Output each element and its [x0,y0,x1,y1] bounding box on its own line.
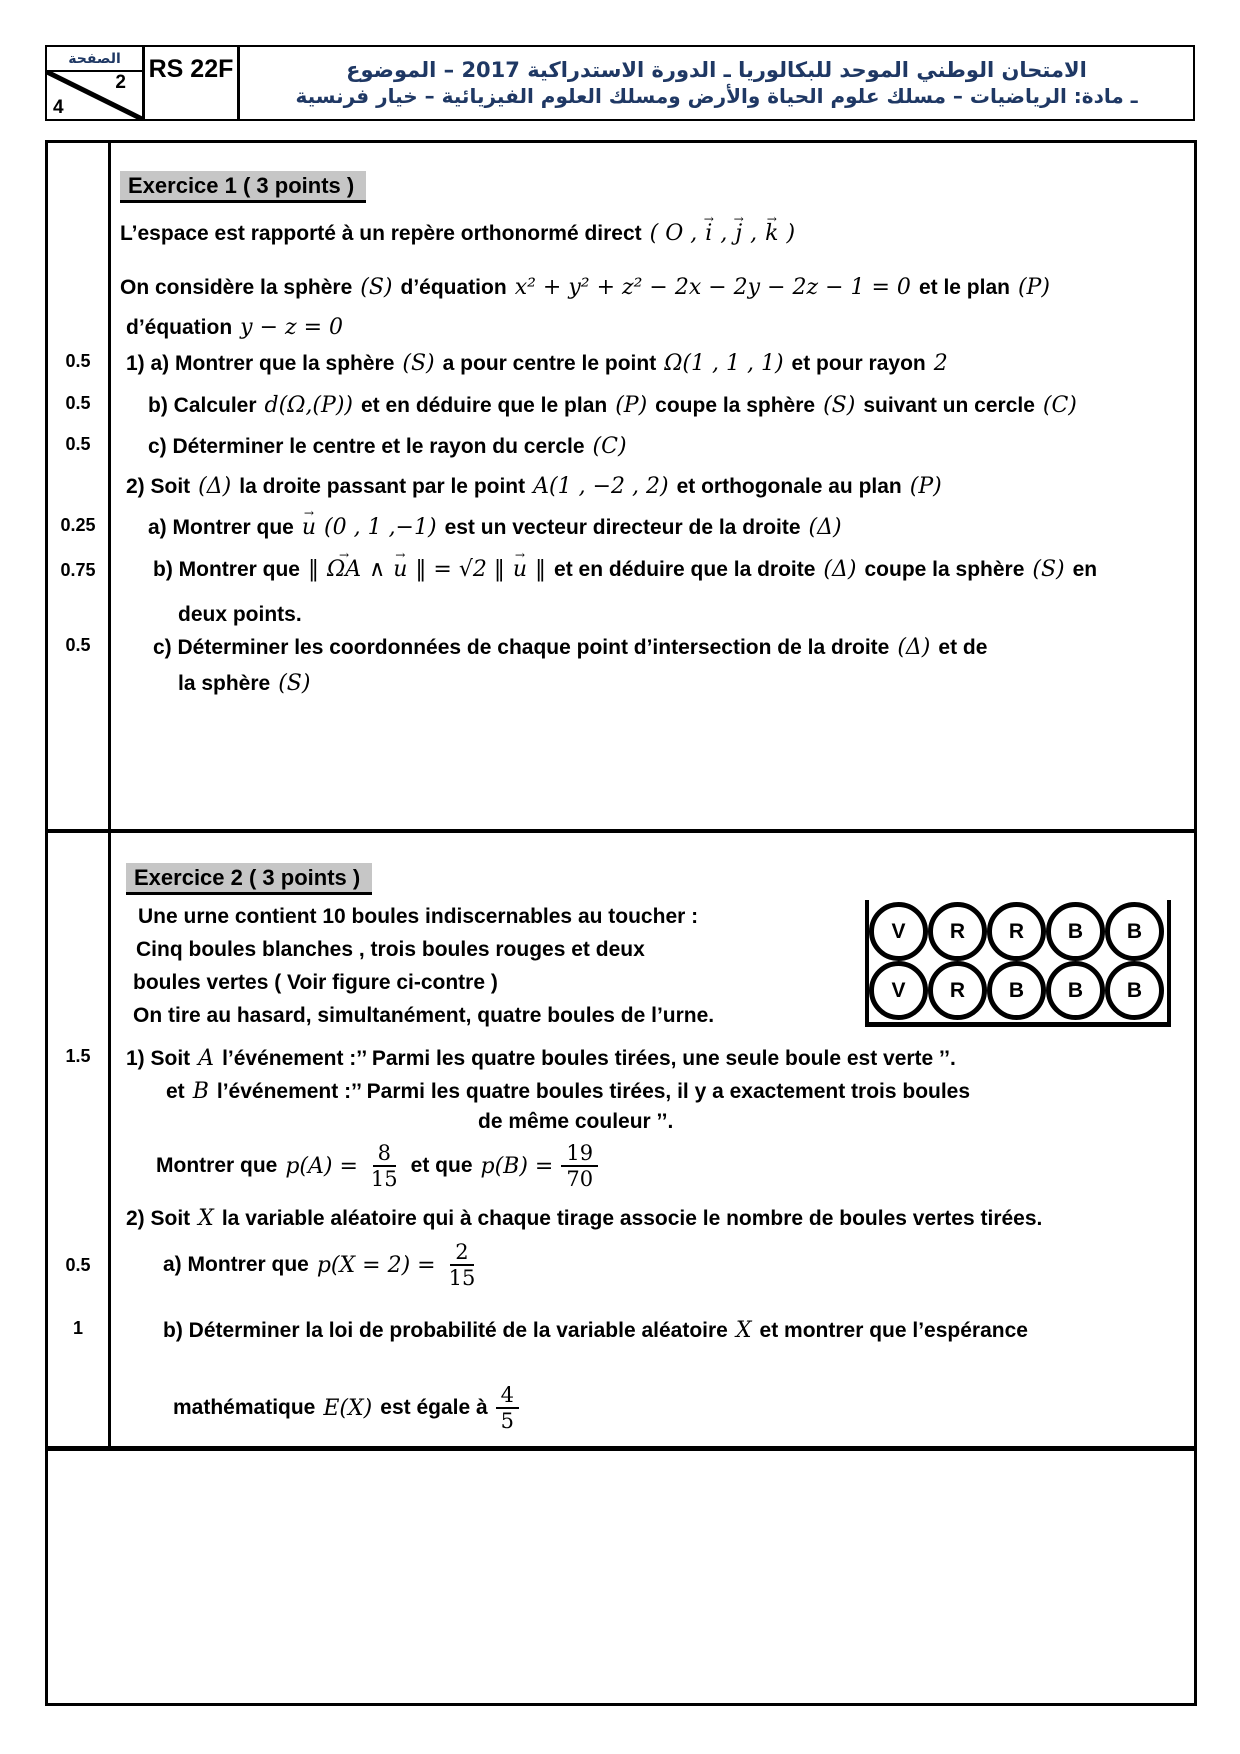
ex1-q2-line: 2) Soit (Δ) la droite passant par le point A(1 , −2 , 2) et orthogonale au plan (P) [126,474,942,499]
ex1-q2b-line2: deux points. [178,603,302,626]
ex2-montrer-line: Montrer que p(A) = $\frac{8}{15}$ et que p(B) = $\frac{19}{70}$ [156,1137,598,1195]
ex1-score-5: 0.75 [60,560,96,580]
ex2-intro-line3: boules vertes ( Voir figure ci-contre ) [133,971,498,994]
ex1-intro-line2: On considère la sphère (S) d’équation x² + y² + z² − 2x − 2y − 2z − 1 = 0 et le plan (P) [120,275,1050,300]
page-fraction [47,72,142,119]
ex2-q2b-line2: mathématique E(X) est égale à $\frac{4}{5}$ [173,1379,519,1437]
exam-code: RS 22F [148,55,234,83]
header [45,45,1195,121]
urn-ball: B [1105,902,1164,961]
ex2-q1-line3: de même couleur ’’. [478,1110,674,1133]
urn-row-bottom [869,961,1167,1020]
ex1-q2c-line: c) Déterminer les coordonnées de chaque point d’intersection de la droite (Δ) et de [153,635,988,660]
page-number-box [47,47,145,119]
ex1-q2b-line: b) Montrer que ‖ ΩA → ∧ u → ‖ = √2 ‖ u → ‖ et en déduire que la droite (Δ) coupe la sphère (S) en [153,557,1097,582]
ex2-q1-line: 1) Soit A l’événement :’’ Parmi les quatre boules tirées, une seule boule est verte ’’. [126,1046,956,1071]
ex1-score-1: 0.5 [65,351,91,371]
ex2-q2-line: 2) Soit X la variable aléatoire qui à chaque tirage associe le nombre de boules vertes tirées. [126,1206,1043,1231]
urn-ball: R [928,961,987,1020]
empty-bottom-section [48,1451,1194,1703]
ex1-q1c-line: c) Déterminer le centre et le rayon du cercle (C) [148,434,627,459]
section-divider-1 [48,829,1194,833]
urn-ball: B [987,961,1046,1020]
exam-title-box [240,47,1193,119]
total-pages: 4 [53,97,64,118]
urn-ball: B [1105,961,1164,1020]
ex2-score-1: 1.5 [65,1046,91,1066]
exercise2-heading: Exercice 2 ( 3 points ) [126,863,372,895]
ex1-q1b-line: b) Calculer d(Ω,(P)) et en déduire que le plan (P) coupe la sphère (S) suivant un cercle (C) [148,393,1077,418]
current-page: 2 [115,72,126,93]
exam-code-box [145,47,240,119]
exercise1-heading: Exercice 1 ( 3 points ) [120,171,366,203]
ex1-q1a-line: 1) a) Montrer que la sphère (S) a pour centre le point Ω(1 , 1 , 1) et pour rayon 2 [126,351,948,376]
ex1-score-4: 0.25 [60,515,96,535]
ex2-intro-line2: Cinq boules blanches , trois boules rouges et deux [136,938,645,961]
ex1-q2a-line: a) Montrer que u → (0 , 1 ,−1) est un vecteur directeur de la droite (Δ) [148,515,842,540]
urn-ball: R [928,902,987,961]
ex1-intro-line1: L’espace est rapporté à un repère orthonormé direct ( O , i → , j → , k → ) [120,221,795,246]
main-frame [45,140,1197,1706]
ex2-score-2: 0.5 [65,1255,91,1275]
ex2-q2b-line: b) Déterminer la loi de probabilité de la variable aléatoire X et montrer que l’espérance [163,1318,1028,1343]
ex2-score-3: 1 [72,1318,83,1338]
urn-ball: R [987,902,1046,961]
exam-title-arabic-line1: الامتحان الوطني الموحد للبكالوريا ـ الدورة الاستدراكية 2017 – الموضوع [346,58,1087,82]
urn-row-top [869,902,1167,961]
urn-ball: B [1046,902,1105,961]
urn-ball: V [869,961,928,1020]
points-column-divider [108,143,111,1446]
ex2-q1-line2: et B l’événement :’’ Parmi les quatre boules tirées, il y a exactement trois boules [166,1079,971,1104]
exam-title-arabic-line2: ـ مادة: الرياضيات – مسلك علوم الحياة والأرض ومسلك العلوم الفيزيائية – خيار فرنسية [295,84,1138,108]
urn-figure [865,900,1171,1027]
ex1-q2c-line2: la sphère (S) [178,671,311,696]
ex1-score-3: 0.5 [65,434,91,454]
ex1-score-6: 0.5 [65,635,91,655]
ex2-intro-line4: On tire au hasard, simultanément, quatre boules de l’urne. [133,1004,715,1027]
ex1-intro-line3: d’équation y − z = 0 [126,315,344,340]
urn-ball: B [1046,961,1105,1020]
page-label: الصفحة [47,47,142,72]
urn-ball: V [869,902,928,961]
ex2-q2a-line: a) Montrer que p(X = 2) = $\frac{2}{15}$ [163,1239,476,1290]
ex2-intro-line1: Une urne contient 10 boules indiscernables au toucher : [138,905,699,928]
ex1-score-2: 0.5 [65,393,91,413]
